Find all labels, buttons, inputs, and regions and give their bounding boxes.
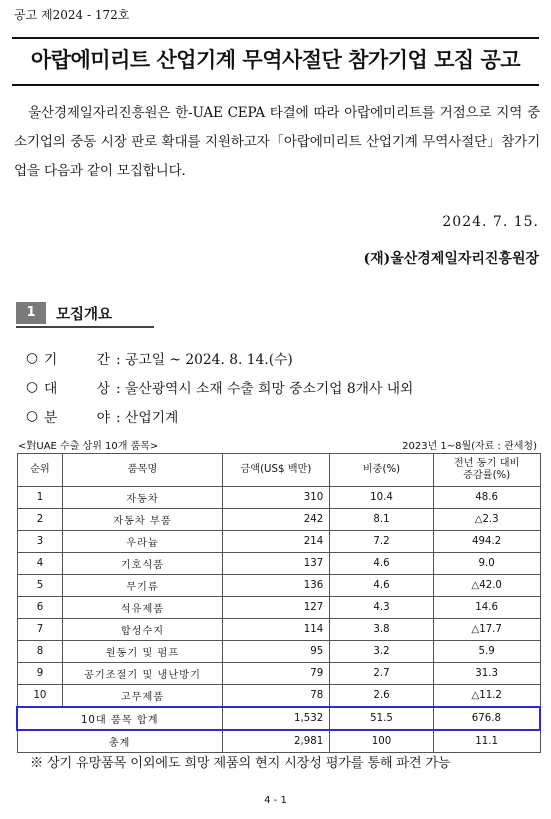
cell-ratio: 8.1 bbox=[330, 509, 434, 531]
cell-item-name: 합성수지 bbox=[63, 619, 222, 641]
table-row bbox=[17, 641, 540, 663]
cell-item-name: 우라늄 bbox=[63, 531, 222, 553]
overview-item-target bbox=[26, 372, 413, 401]
cell-change: 14.6 bbox=[433, 597, 540, 619]
header-change: 전년 동기 대비 증감률(%) bbox=[433, 454, 540, 487]
footnote: ※ 상기 유망품목 이외에도 희망 제품의 현지 시장성 평가를 통해 파견 가능 bbox=[30, 756, 451, 771]
cell-ratio: 2.6 bbox=[330, 685, 434, 708]
cell-rank: 4 bbox=[17, 553, 63, 575]
table-row bbox=[17, 663, 540, 685]
cell-item-name: 공기조절기 및 냉난방기 bbox=[63, 663, 222, 685]
total-label: 총계 bbox=[17, 730, 222, 753]
cell-rank: 3 bbox=[17, 531, 63, 553]
cell-change: 494.2 bbox=[433, 531, 540, 553]
cell-rank: 10 bbox=[17, 685, 63, 708]
circle-bullet-icon: ○ bbox=[26, 349, 39, 366]
cell-item-name: 석유제품 bbox=[63, 597, 222, 619]
table-source: 2023년 1~8월(자료 : 관세청) bbox=[402, 441, 537, 452]
issuing-organization: (재)울산경제일자리진흥원장 bbox=[363, 251, 539, 267]
total-amount: 2,981 bbox=[222, 730, 330, 753]
cell-rank: 5 bbox=[17, 575, 63, 597]
sum-change: 676.8 bbox=[433, 707, 540, 730]
cell-rank: 9 bbox=[17, 663, 63, 685]
cell-ratio: 7.2 bbox=[330, 531, 434, 553]
key-char: 야 bbox=[96, 409, 110, 426]
overview-key bbox=[44, 377, 116, 397]
cell-change: 48.6 bbox=[433, 487, 540, 509]
cell-rank: 2 bbox=[17, 509, 63, 531]
key-char: 대 bbox=[44, 380, 58, 397]
cell-amount: 214 bbox=[222, 531, 330, 553]
section-label: 모집개요 bbox=[56, 307, 113, 323]
cell-amount: 136 bbox=[222, 575, 330, 597]
table-sum-row bbox=[17, 707, 540, 730]
table-title: <對UAE 수출 상위 10개 품목> bbox=[18, 441, 159, 452]
table-row bbox=[17, 619, 540, 641]
table-row bbox=[17, 553, 540, 575]
section-number-badge: 1 bbox=[16, 302, 46, 324]
cell-item-name: 자동차 bbox=[63, 487, 222, 509]
overview-value: : 울산광역시 소재 수출 희망 중소기업 8개사 내외 bbox=[116, 380, 414, 397]
cell-item-name: 고무제품 bbox=[63, 685, 222, 708]
header-item: 품목명 bbox=[63, 454, 222, 487]
section-header-overview bbox=[16, 302, 156, 326]
cell-amount: 310 bbox=[222, 487, 330, 509]
overview-value: : 공고일 ~ 2024. 8. 14.(수) bbox=[116, 351, 293, 368]
header-ratio: 비중(%) bbox=[330, 454, 434, 487]
overview-key bbox=[44, 348, 116, 368]
title-bottom-rule bbox=[12, 84, 539, 86]
overview-key bbox=[44, 406, 116, 426]
cell-amount: 137 bbox=[222, 553, 330, 575]
cell-ratio: 4.6 bbox=[330, 553, 434, 575]
cell-item-name: 무기류 bbox=[63, 575, 222, 597]
table-row bbox=[17, 531, 540, 553]
key-char: 간 bbox=[96, 351, 110, 368]
cell-amount: 95 bbox=[222, 641, 330, 663]
sum-ratio: 51.5 bbox=[330, 707, 434, 730]
key-char: 기 bbox=[44, 351, 58, 368]
page-title: 아랍에미리트 산업기계 무역사절단 참가기업 모집 공고 bbox=[30, 48, 521, 72]
overview-item-period bbox=[26, 343, 413, 372]
cell-change: △11.2 bbox=[433, 685, 540, 708]
overview-list bbox=[26, 343, 413, 430]
key-char: 상 bbox=[96, 380, 110, 397]
cell-amount: 79 bbox=[222, 663, 330, 685]
overview-item-field bbox=[26, 401, 413, 430]
header-amount: 금액(US$ 백만) bbox=[222, 454, 330, 487]
circle-bullet-icon: ○ bbox=[26, 378, 39, 395]
overview-value: : 산업기계 bbox=[116, 409, 179, 426]
total-ratio: 100 bbox=[330, 730, 434, 753]
notice-date: 2024. 7. 15. bbox=[442, 214, 539, 230]
cell-change: 31.3 bbox=[433, 663, 540, 685]
sum-label: 10대 품목 합계 bbox=[17, 707, 222, 730]
cell-rank: 8 bbox=[17, 641, 63, 663]
sum-amount: 1,532 bbox=[222, 707, 330, 730]
cell-amount: 242 bbox=[222, 509, 330, 531]
cell-item-name: 기호식품 bbox=[63, 553, 222, 575]
table-total-row bbox=[17, 730, 540, 753]
cell-item-name: 원동기 및 펌프 bbox=[63, 641, 222, 663]
cell-rank: 1 bbox=[17, 487, 63, 509]
header-rank: 순위 bbox=[17, 454, 63, 487]
title-top-rule bbox=[12, 37, 539, 39]
cell-ratio: 4.6 bbox=[330, 575, 434, 597]
table-row bbox=[17, 487, 540, 509]
cell-ratio: 2.7 bbox=[330, 663, 434, 685]
intro-paragraph: 울산경제일자리진흥원은 한-UAE CEPA 타결에 따라 아랍에미리트를 거점으로 지역 중소기업의 중동 시장 판로 확대를 지원하고자「아랍에미리트 산업기계 무역사절단」참가기업을 다음과 같이 모집합니다. bbox=[14, 105, 540, 179]
cell-change: △17.7 bbox=[433, 619, 540, 641]
total-change: 11.1 bbox=[433, 730, 540, 753]
table-row bbox=[17, 575, 540, 597]
page-number: 4 - 1 bbox=[264, 795, 287, 806]
cell-ratio: 10.4 bbox=[330, 487, 434, 509]
cell-change: △2.3 bbox=[433, 509, 540, 531]
cell-amount: 127 bbox=[222, 597, 330, 619]
cell-ratio: 3.2 bbox=[330, 641, 434, 663]
cell-change: 9.0 bbox=[433, 553, 540, 575]
cell-item-name: 자동차 부품 bbox=[63, 509, 222, 531]
cell-rank: 7 bbox=[17, 619, 63, 641]
section-underline bbox=[16, 326, 154, 328]
cell-rank: 6 bbox=[17, 597, 63, 619]
export-items-table bbox=[16, 453, 541, 753]
cell-amount: 114 bbox=[222, 619, 330, 641]
cell-amount: 78 bbox=[222, 685, 330, 708]
cell-ratio: 3.8 bbox=[330, 619, 434, 641]
document-number: 공고 제2024 - 172호 bbox=[14, 8, 130, 22]
key-char: 분 bbox=[44, 409, 58, 426]
cell-change: △42.0 bbox=[433, 575, 540, 597]
table-row bbox=[17, 597, 540, 619]
cell-ratio: 4.3 bbox=[330, 597, 434, 619]
table-header-row bbox=[17, 454, 540, 487]
circle-bullet-icon: ○ bbox=[26, 407, 39, 424]
table-row bbox=[17, 509, 540, 531]
cell-change: 5.9 bbox=[433, 641, 540, 663]
table-row bbox=[17, 685, 540, 708]
